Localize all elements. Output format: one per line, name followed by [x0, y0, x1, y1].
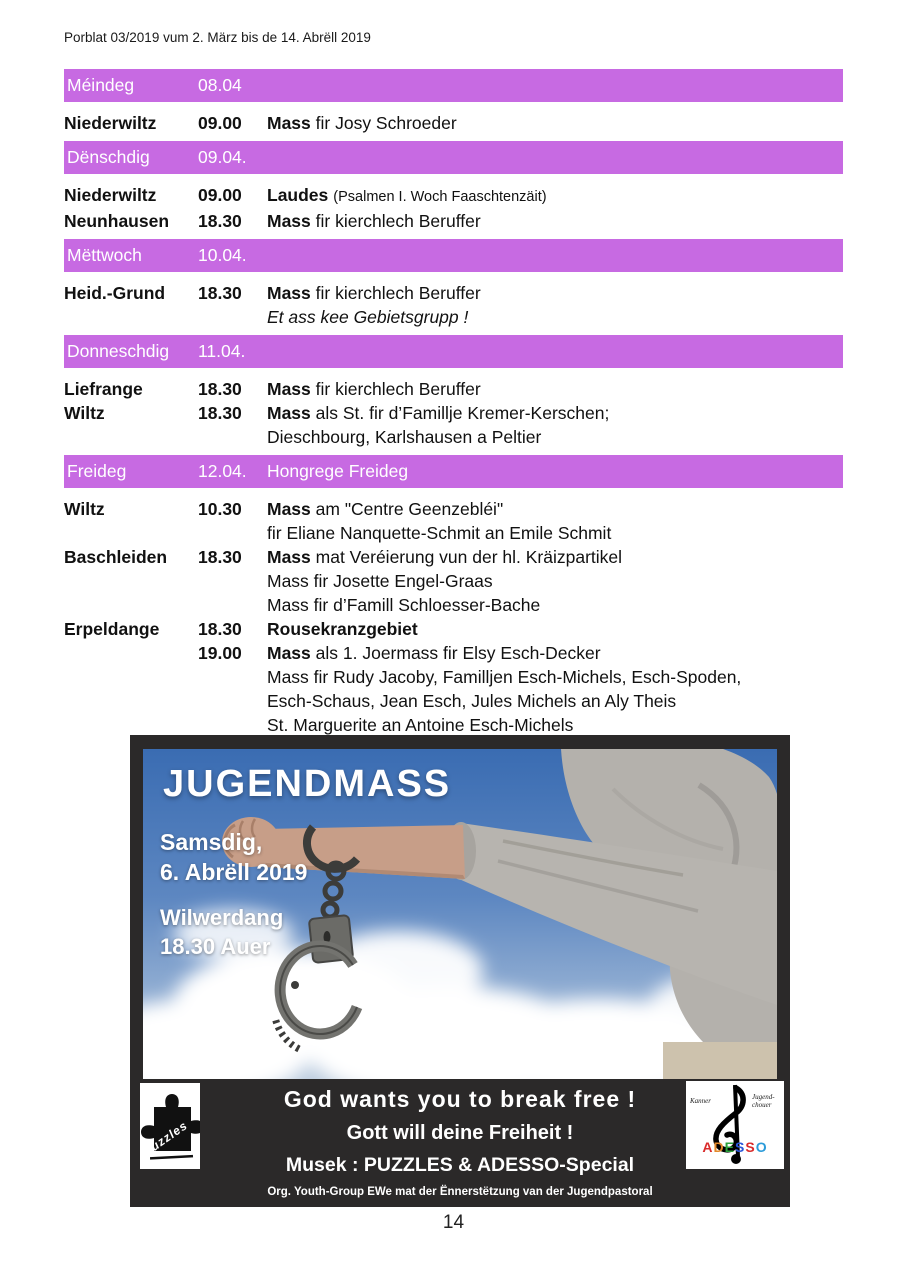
schedule-row — [64, 377, 843, 401]
description-cell — [267, 665, 843, 689]
time-cell — [198, 521, 267, 545]
banner-date: 09.04. — [198, 147, 247, 167]
location-cell: Erpeldange — [64, 619, 160, 639]
page-number: 14 — [442, 1212, 465, 1233]
adesso-letter: S — [735, 1139, 746, 1155]
description-cell — [267, 377, 843, 401]
puzzles-logo-text: uzzles — [147, 1118, 191, 1154]
day-banner — [64, 335, 843, 368]
schedule-section — [64, 69, 843, 135]
adesso-letter: E — [724, 1139, 735, 1155]
day-banner — [64, 239, 843, 272]
schedule-row — [64, 569, 843, 593]
time-cell — [198, 665, 267, 689]
time-cell — [198, 713, 267, 737]
time-cell: 18.30 — [198, 379, 242, 399]
mass-label: Mass — [267, 403, 311, 423]
adesso-letter: A — [702, 1139, 714, 1155]
adesso-letter: O — [755, 1139, 768, 1155]
description-cell — [267, 713, 843, 737]
time-cell — [198, 569, 267, 593]
banner-date: 11.04. — [198, 341, 246, 361]
banner-day: Mëttwoch — [67, 245, 142, 265]
mass-detail: Mass fir d’Famill Schloesser-Bache — [267, 595, 541, 615]
description-cell — [267, 305, 843, 329]
mass-detail: Mass fir Rudy Jacoby, Familljen Esch-Michels, Esch-Spoden, — [267, 667, 742, 687]
location-cell — [64, 425, 198, 449]
poster-date-line1: Samsdig, — [160, 829, 263, 855]
description-cell — [267, 617, 843, 641]
banner-date: 10.04. — [198, 245, 247, 265]
description-cell — [267, 569, 843, 593]
location-cell — [64, 593, 198, 617]
banner-day: Donneschdig — [67, 341, 170, 361]
wall-corner — [663, 1042, 777, 1079]
banner-date: 12.04. — [198, 461, 247, 481]
mass-label: Rousekranzgebiet — [267, 619, 418, 639]
description-cell — [267, 183, 843, 209]
slogan-german: Gott will deine Freiheit ! — [346, 1122, 574, 1144]
schedule-row — [64, 425, 843, 449]
slogan-english: God wants you to break free ! — [283, 1086, 637, 1112]
music-line: Musek : PUZZLES & ADESSO-Special — [285, 1154, 635, 1176]
mass-detail: als St. fir d’Famillje Kremer-Kerschen; — [310, 403, 610, 423]
schedule-row — [64, 689, 843, 713]
mass-detail: als 1. Joermass fir Elsy Esch-Decker — [310, 643, 601, 663]
mass-detail: am "Centre Geenzebléi" — [310, 499, 504, 519]
location-cell: Liefrange — [64, 379, 143, 399]
mass-label: Mass — [267, 113, 311, 133]
description-cell — [267, 641, 843, 665]
poster-time: 18.30 Auer — [160, 934, 271, 959]
mass-detail: fir kierchlech Beruffer — [310, 283, 481, 303]
mass-detail: Dieschbourg, Karlshausen a Peltier — [267, 427, 542, 447]
description-cell — [267, 545, 843, 569]
time-cell — [198, 689, 267, 713]
location-cell — [64, 521, 198, 545]
poster-photo — [143, 749, 777, 1079]
banner-note: Hongrege Freideg — [267, 461, 409, 481]
poster-place: Wilwerdang — [160, 905, 284, 930]
description-cell — [267, 281, 843, 305]
mass-detail: St. Marguerite an Antoine Esch-Michels — [267, 715, 574, 735]
schedule-row — [64, 305, 843, 329]
schedule-row — [64, 281, 843, 305]
adesso-logo — [686, 1081, 784, 1169]
mass-label: Mass — [267, 211, 311, 231]
location-cell — [64, 689, 198, 713]
mass-schedule — [64, 69, 843, 743]
schedule-row — [64, 401, 843, 425]
schedule-row — [64, 497, 843, 521]
location-cell — [64, 641, 198, 665]
location-cell: Niederwiltz — [64, 113, 157, 133]
time-cell: 09.00 — [198, 185, 242, 205]
schedule-row — [64, 209, 843, 233]
day-banner — [64, 69, 843, 102]
schedule-row — [64, 521, 843, 545]
day-banner — [64, 455, 843, 488]
time-cell: 10.30 — [198, 499, 242, 519]
puzzles-logo — [140, 1083, 200, 1169]
mass-detail: fir Josy Schroeder — [310, 113, 457, 133]
schedule-section — [64, 141, 843, 233]
mass-detail: fir Eliane Nanquette-Schmit an Emile Schmit — [267, 523, 612, 543]
description-cell — [267, 497, 843, 521]
location-cell — [64, 713, 198, 737]
location-cell — [64, 569, 198, 593]
location-cell: Wiltz — [64, 499, 105, 519]
schedule-row — [64, 545, 843, 569]
time-cell — [198, 305, 267, 329]
banner-day: Freideg — [67, 461, 127, 481]
schedule-row — [64, 183, 843, 209]
mass-label: Mass — [267, 547, 311, 567]
mass-label: Mass — [267, 643, 311, 663]
description-cell — [267, 521, 843, 545]
time-cell: 18.30 — [198, 283, 242, 303]
adesso-letter: D — [713, 1139, 725, 1155]
note-italic: Et ass kee Gebietsgrupp ! — [267, 307, 469, 327]
mass-label: Laudes — [267, 185, 329, 205]
adesso-label-right2: chouer — [752, 1101, 772, 1109]
schedule-row — [64, 111, 843, 135]
location-cell: Heid.-Grund — [64, 283, 166, 303]
mass-detail: fir kierchlech Beruffer — [310, 379, 481, 399]
banner-day: Dënschdig — [67, 147, 150, 167]
time-cell: 18.30 — [198, 547, 242, 567]
mass-label: Mass — [267, 499, 311, 519]
schedule-row — [64, 593, 843, 617]
schedule-row — [64, 665, 843, 689]
poster-slogans — [240, 1079, 680, 1198]
mass-detail: Esch-Schaus, Jean Esch, Jules Michels an Aly Theis — [267, 691, 677, 711]
schedule-row — [64, 713, 843, 737]
mass-detail: Mass fir Josette Engel-Graas — [267, 571, 493, 591]
time-cell: 18.30 — [198, 211, 242, 231]
mass-detail: mat Veréierung vun der hl. Kräizpartikel — [310, 547, 623, 567]
location-cell: Neunhausen — [64, 211, 170, 231]
time-cell: 18.30 — [198, 619, 242, 639]
description-cell — [267, 689, 843, 713]
adesso-label-right — [752, 1093, 782, 1109]
time-cell: 09.00 — [198, 113, 242, 133]
jugendmass-poster — [130, 735, 790, 1207]
mass-label: Mass — [267, 283, 311, 303]
mass-detail: fir kierchlech Beruffer — [310, 211, 481, 231]
adesso-label-right1: Jugend- — [752, 1093, 775, 1101]
schedule-section — [64, 455, 843, 737]
schedule-section — [64, 239, 843, 329]
time-cell: 19.00 — [198, 643, 242, 663]
location-cell — [64, 305, 198, 329]
description-cell — [267, 209, 843, 233]
description-cell — [267, 401, 843, 425]
location-cell: Niederwiltz — [64, 185, 157, 205]
description-cell — [267, 593, 843, 617]
organizer-line: Org. Youth-Group EWe mat der Ënnerstëtzung van der Jugendpastoral — [267, 1186, 653, 1198]
time-cell: 18.30 — [198, 403, 242, 423]
poster-footer-band — [130, 1079, 790, 1207]
location-cell — [64, 665, 198, 689]
mass-label: Mass — [267, 379, 311, 399]
schedule-row — [64, 641, 843, 665]
mass-detail-small: (Psalmen I. Woch Faaschtenzäit) — [333, 189, 547, 205]
schedule-row — [64, 617, 843, 641]
banner-day: Méindeg — [67, 75, 135, 95]
time-cell — [198, 593, 267, 617]
banner-date: 08.04 — [198, 75, 242, 95]
time-cell — [198, 425, 267, 449]
document-header: Porblat 03/2019 vum 2. März bis de 14. Abrëll 2019 — [64, 30, 371, 45]
location-cell: Baschleiden — [64, 547, 168, 567]
poster-date-line2: 6. Abrëll 2019 — [160, 859, 308, 885]
adesso-name — [686, 1139, 784, 1155]
description-cell — [267, 111, 843, 135]
adesso-letter: S — [745, 1139, 756, 1155]
poster-title: JUGENDMASS — [163, 763, 452, 805]
location-cell: Wiltz — [64, 403, 105, 423]
schedule-section — [64, 335, 843, 449]
adesso-label-left: Kanner — [690, 1097, 711, 1105]
day-banner — [64, 141, 843, 174]
description-cell — [267, 425, 843, 449]
